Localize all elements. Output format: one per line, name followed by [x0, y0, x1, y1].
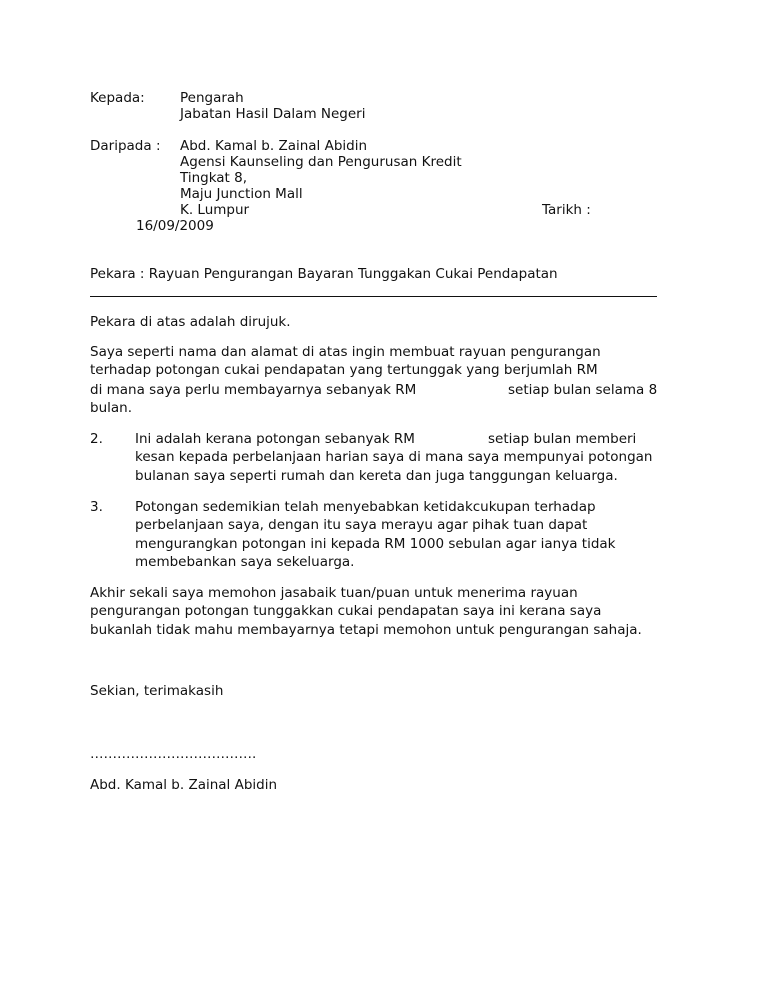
para1-line-3a: di mana saya perlu membayarnya sebanyak RM: [90, 382, 417, 398]
closing-line-1: Akhir sekali saya memohon jasabaik tuan/puan untuk menerima rayuan: [90, 585, 578, 601]
item3-line-2: perbelanjaan saya, dengan itu saya merayu agar pihak tuan dapat: [135, 517, 588, 533]
from-line-3: Tingkat 8,: [180, 170, 248, 186]
from-line-1: Abd. Kamal b. Zainal Abidin: [180, 138, 368, 154]
closing-line-2: pengurangan potongan tunggakkan cukai pendapatan saya ini kerana saya: [90, 603, 602, 619]
to-label: Kepada:: [90, 90, 145, 106]
subject-underline: [90, 296, 657, 297]
from-line-2: Agensi Kaunseling dan Pengurusan Kredit: [180, 154, 462, 170]
signoff-text: Sekian, terimakasih: [90, 683, 224, 699]
date-value: 16/09/2009: [136, 218, 214, 234]
item2-line-1b: setiap bulan memberi: [488, 431, 637, 447]
para1-line-3b: setiap bulan selama 8: [508, 382, 658, 398]
to-line-1: Pengarah: [180, 90, 244, 106]
to-line-2: Jabatan Hasil Dalam Negeri: [180, 106, 366, 122]
intro-text: Pekara di atas adalah dirujuk.: [90, 314, 291, 330]
item2-line-1a: Ini adalah kerana potongan sebanyak RM: [135, 431, 415, 447]
signature-name: Abd. Kamal b. Zainal Abidin: [90, 777, 278, 793]
from-line-4: Maju Junction Mall: [180, 186, 303, 202]
subject-line: Pekara : Rayuan Pengurangan Bayaran Tunggakan Cukai Pendapatan: [90, 266, 558, 282]
item3-line-3: mengurangkan potongan ini kepada RM 1000 sebulan agar ianya tidak: [135, 536, 616, 552]
closing-line-3: bukanlah tidak mahu membayarnya tetapi memohon untuk pengurangan sahaja.: [90, 622, 642, 638]
para1-line-4: bulan.: [90, 400, 132, 416]
item3-line-4: membebankan saya sekeluarga.: [135, 554, 355, 570]
para1-line-1: Saya seperti nama dan alamat di atas ingin membuat rayuan pengurangan: [90, 344, 601, 360]
item3-line-1: Potongan sedemikian telah menyebabkan ketidakcukupan terhadap: [135, 499, 596, 515]
date-label: Tarikh :: [542, 202, 591, 218]
item2-number: 2.: [90, 431, 103, 447]
from-label: Daripada :: [90, 138, 161, 154]
para1-line-2: terhadap potongan cukai pendapatan yang tertunggak yang berjumlah RM: [90, 362, 598, 378]
signature-dots: ……………………………….: [90, 746, 257, 762]
item3-number: 3.: [90, 499, 103, 515]
item2-line-3: bulanan saya seperti rumah dan kereta dan juga tanggungan keluarga.: [135, 468, 618, 484]
item2-line-2: kesan kepada perbelanjaan harian saya di mana saya mempunyai potongan: [135, 449, 653, 465]
from-line-5: K. Lumpur: [180, 202, 250, 218]
